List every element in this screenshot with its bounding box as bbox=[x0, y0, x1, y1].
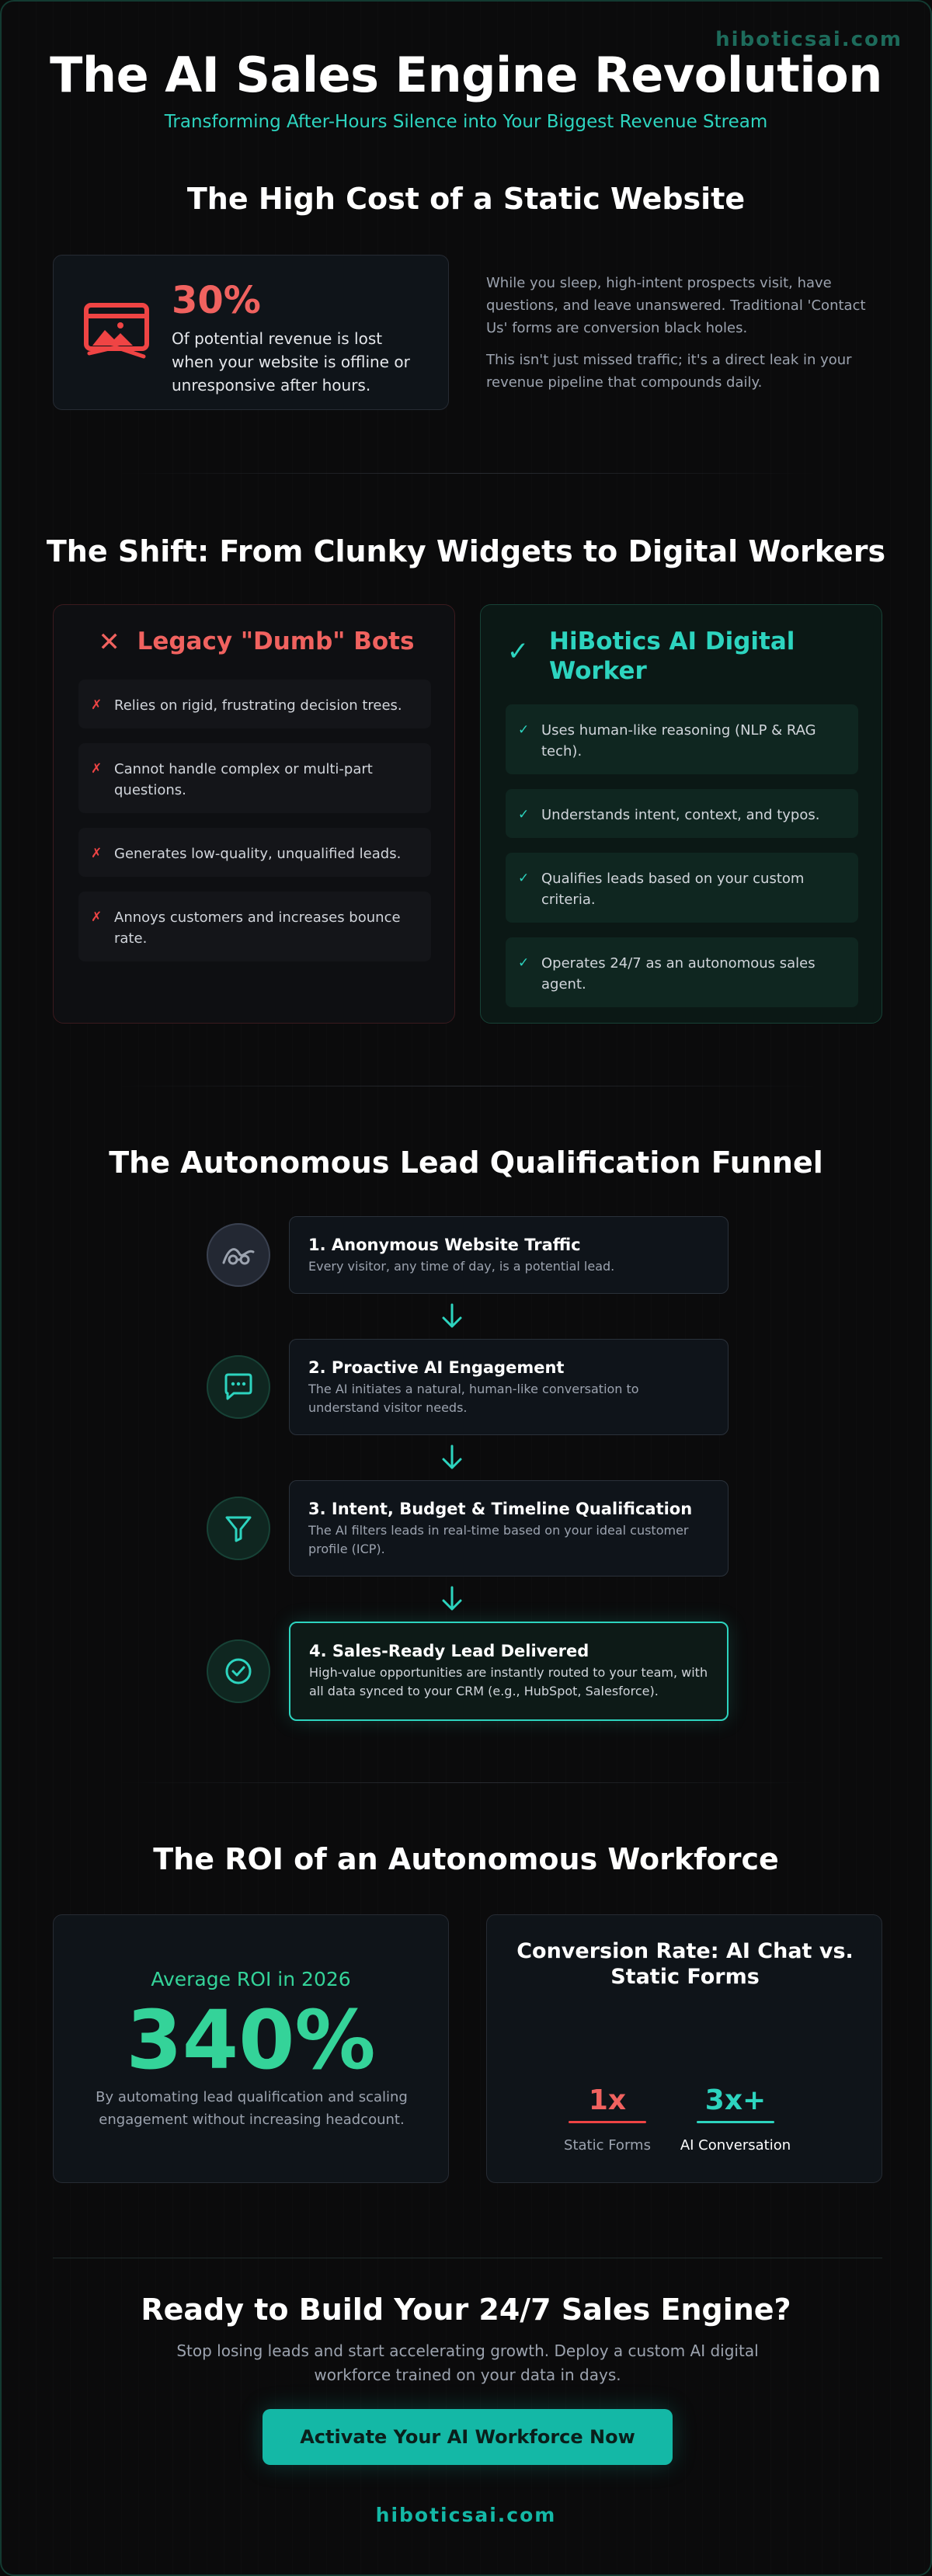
funnel-step-desc: The AI initiates a natural, human-like conversation to understand visitor needs. bbox=[308, 1382, 639, 1415]
legacy-card-header bbox=[54, 627, 454, 658]
section-divider bbox=[118, 473, 817, 474]
legacy-item-text: Cannot handle complex or multi-part questions. bbox=[114, 761, 373, 798]
funnel-step-title: 3. Intent, Budget & Timeline Qualification bbox=[308, 1500, 693, 1518]
check-icon: ✓ bbox=[506, 636, 530, 667]
anonymous-visitor-icon bbox=[207, 1223, 270, 1287]
legacy-item-text: Annoys customers and increases bounce rate. bbox=[114, 909, 401, 947]
ai-card-title: HiBotics AI Digital Worker bbox=[549, 627, 795, 685]
funnel-step-card bbox=[289, 1480, 729, 1577]
check-circle-icon bbox=[207, 1639, 270, 1703]
cost-stat-card bbox=[53, 255, 449, 410]
footer-brand[interactable]: hiboticsai.com bbox=[375, 2504, 557, 2526]
funnel-step-card bbox=[289, 1216, 729, 1294]
funnel-step-card-active bbox=[289, 1622, 729, 1721]
funnel-section-title: The Autonomous Lead Qualification Funnel bbox=[109, 1145, 823, 1180]
legacy-list bbox=[78, 680, 431, 976]
check-mark-icon: ✓ bbox=[518, 871, 530, 886]
funnel-step-card bbox=[289, 1339, 729, 1435]
hero-subtitle: Transforming After-Hours Silence into Your Biggest Revenue Stream bbox=[164, 112, 768, 132]
filter-icon bbox=[207, 1497, 270, 1560]
legacy-list-item bbox=[78, 680, 431, 728]
static-forms-label: Static Forms bbox=[564, 2137, 651, 2154]
conversion-title: Conversion Rate: AI Chat vs. Static Forms bbox=[516, 1939, 854, 1989]
x-icon: ✕ bbox=[98, 627, 120, 658]
ai-card-header bbox=[481, 627, 882, 686]
static-forms-bar bbox=[569, 2121, 646, 2123]
funnel-step-1 bbox=[203, 1216, 729, 1294]
static-forms-metric bbox=[541, 2084, 673, 2154]
roi-section-title: The ROI of an Autonomous Workforce bbox=[153, 1842, 779, 1876]
section-divider bbox=[118, 1782, 817, 1783]
roi-card bbox=[53, 1914, 449, 2183]
x-mark-icon: ✗ bbox=[91, 909, 103, 925]
conversion-rate-card bbox=[486, 1914, 882, 2183]
funnel-step-title: 1. Anonymous Website Traffic bbox=[308, 1236, 581, 1254]
arrow-down-icon bbox=[440, 1303, 464, 1330]
cta-desc: Stop losing leads and start accelerating growth. Deploy a custom AI digital workforce trained on your data in days. bbox=[176, 2341, 759, 2384]
ai-conversation-metric bbox=[669, 2084, 802, 2154]
x-mark-icon: ✗ bbox=[91, 761, 103, 777]
check-mark-icon: ✓ bbox=[518, 807, 530, 822]
revenue-loss-stat: 30% bbox=[172, 279, 261, 322]
ai-list-item bbox=[506, 937, 858, 1007]
chat-bubble-icon bbox=[207, 1355, 270, 1419]
header-brand[interactable]: hiboticsai.com bbox=[715, 28, 902, 51]
ai-conversation-value: 3x+ bbox=[704, 2084, 767, 2116]
x-mark-icon: ✗ bbox=[91, 697, 103, 713]
roi-label: Average ROI in 2026 bbox=[151, 1968, 351, 1990]
shift-section-title: The Shift: From Clunky Widgets to Digital Workers bbox=[46, 534, 886, 568]
revenue-loss-desc: Of potential revenue is lost when your website is offline or unresponsive after hours. bbox=[172, 329, 410, 395]
legacy-list-item bbox=[78, 828, 431, 877]
ai-conversation-bar bbox=[697, 2121, 774, 2123]
ai-list-item bbox=[506, 853, 858, 923]
legacy-item-text: Relies on rigid, frustrating decision trees. bbox=[114, 697, 402, 714]
static-forms-value: 1x bbox=[588, 2084, 627, 2116]
cost-section-title: The High Cost of a Static Website bbox=[186, 182, 746, 216]
funnel-step-desc: The AI filters leads in real-time based on your ideal customer profile (ICP). bbox=[308, 1523, 689, 1556]
ai-list-item bbox=[506, 704, 858, 774]
activate-workforce-button[interactable]: Activate Your AI Workforce Now bbox=[263, 2409, 673, 2465]
ai-list-item bbox=[506, 789, 858, 838]
roi-desc: By automating lead qualification and scaling engagement without increasing headcount. bbox=[96, 2089, 408, 2128]
cta-title: Ready to Build Your 24/7 Sales Engine? bbox=[141, 2293, 791, 2327]
funnel-step-title: 2. Proactive AI Engagement bbox=[308, 1358, 565, 1377]
ai-item-text: Understands intent, context, and typos. bbox=[541, 807, 820, 823]
funnel-step-3 bbox=[203, 1480, 729, 1577]
legacy-list-item bbox=[78, 892, 431, 961]
hero-title: The AI Sales Engine Revolution bbox=[50, 47, 882, 103]
ai-item-text: Uses human-like reasoning (NLP & RAG tech). bbox=[541, 722, 816, 760]
check-mark-icon: ✓ bbox=[518, 722, 530, 738]
arrow-down-icon bbox=[440, 1444, 464, 1471]
ai-item-text: Operates 24/7 as an autonomous sales agent. bbox=[541, 955, 816, 993]
ai-worker-card bbox=[480, 604, 882, 1024]
funnel-step-4 bbox=[203, 1622, 729, 1721]
x-mark-icon: ✗ bbox=[91, 846, 103, 861]
funnel-step-2 bbox=[203, 1339, 729, 1435]
funnel-step-desc: High-value opportunities are instantly routed to your team, with all data synced to your CRM (e.g., HubSpot, Salesforce). bbox=[309, 1665, 708, 1698]
funnel-step-title: 4. Sales-Ready Lead Delivered bbox=[309, 1642, 589, 1660]
roi-value: 340% bbox=[126, 1993, 376, 2088]
legacy-bots-card bbox=[53, 604, 455, 1024]
legacy-card-title: Legacy "Dumb" Bots bbox=[137, 627, 415, 655]
legacy-item-text: Generates low-quality, unqualified leads. bbox=[114, 846, 402, 862]
arrow-down-icon bbox=[440, 1586, 464, 1612]
broken-window-icon bbox=[82, 299, 151, 364]
check-mark-icon: ✓ bbox=[518, 955, 530, 971]
cost-paragraph-1: While you sleep, high-intent prospects visit, have questions, and leave unanswered. Traditional 'Contact Us' forms are conversion black holes. bbox=[486, 275, 866, 336]
funnel-step-desc: Every visitor, any time of day, is a potential lead. bbox=[308, 1259, 615, 1274]
ai-conversation-label: AI Conversation bbox=[680, 2137, 791, 2154]
legacy-list-item bbox=[78, 743, 431, 813]
ai-list bbox=[506, 704, 858, 1022]
ai-item-text: Qualifies leads based on your custom criteria. bbox=[541, 871, 805, 908]
cost-paragraph-2: This isn't just missed traffic; it's a direct leak in your revenue pipeline that compounds daily. bbox=[486, 352, 852, 391]
